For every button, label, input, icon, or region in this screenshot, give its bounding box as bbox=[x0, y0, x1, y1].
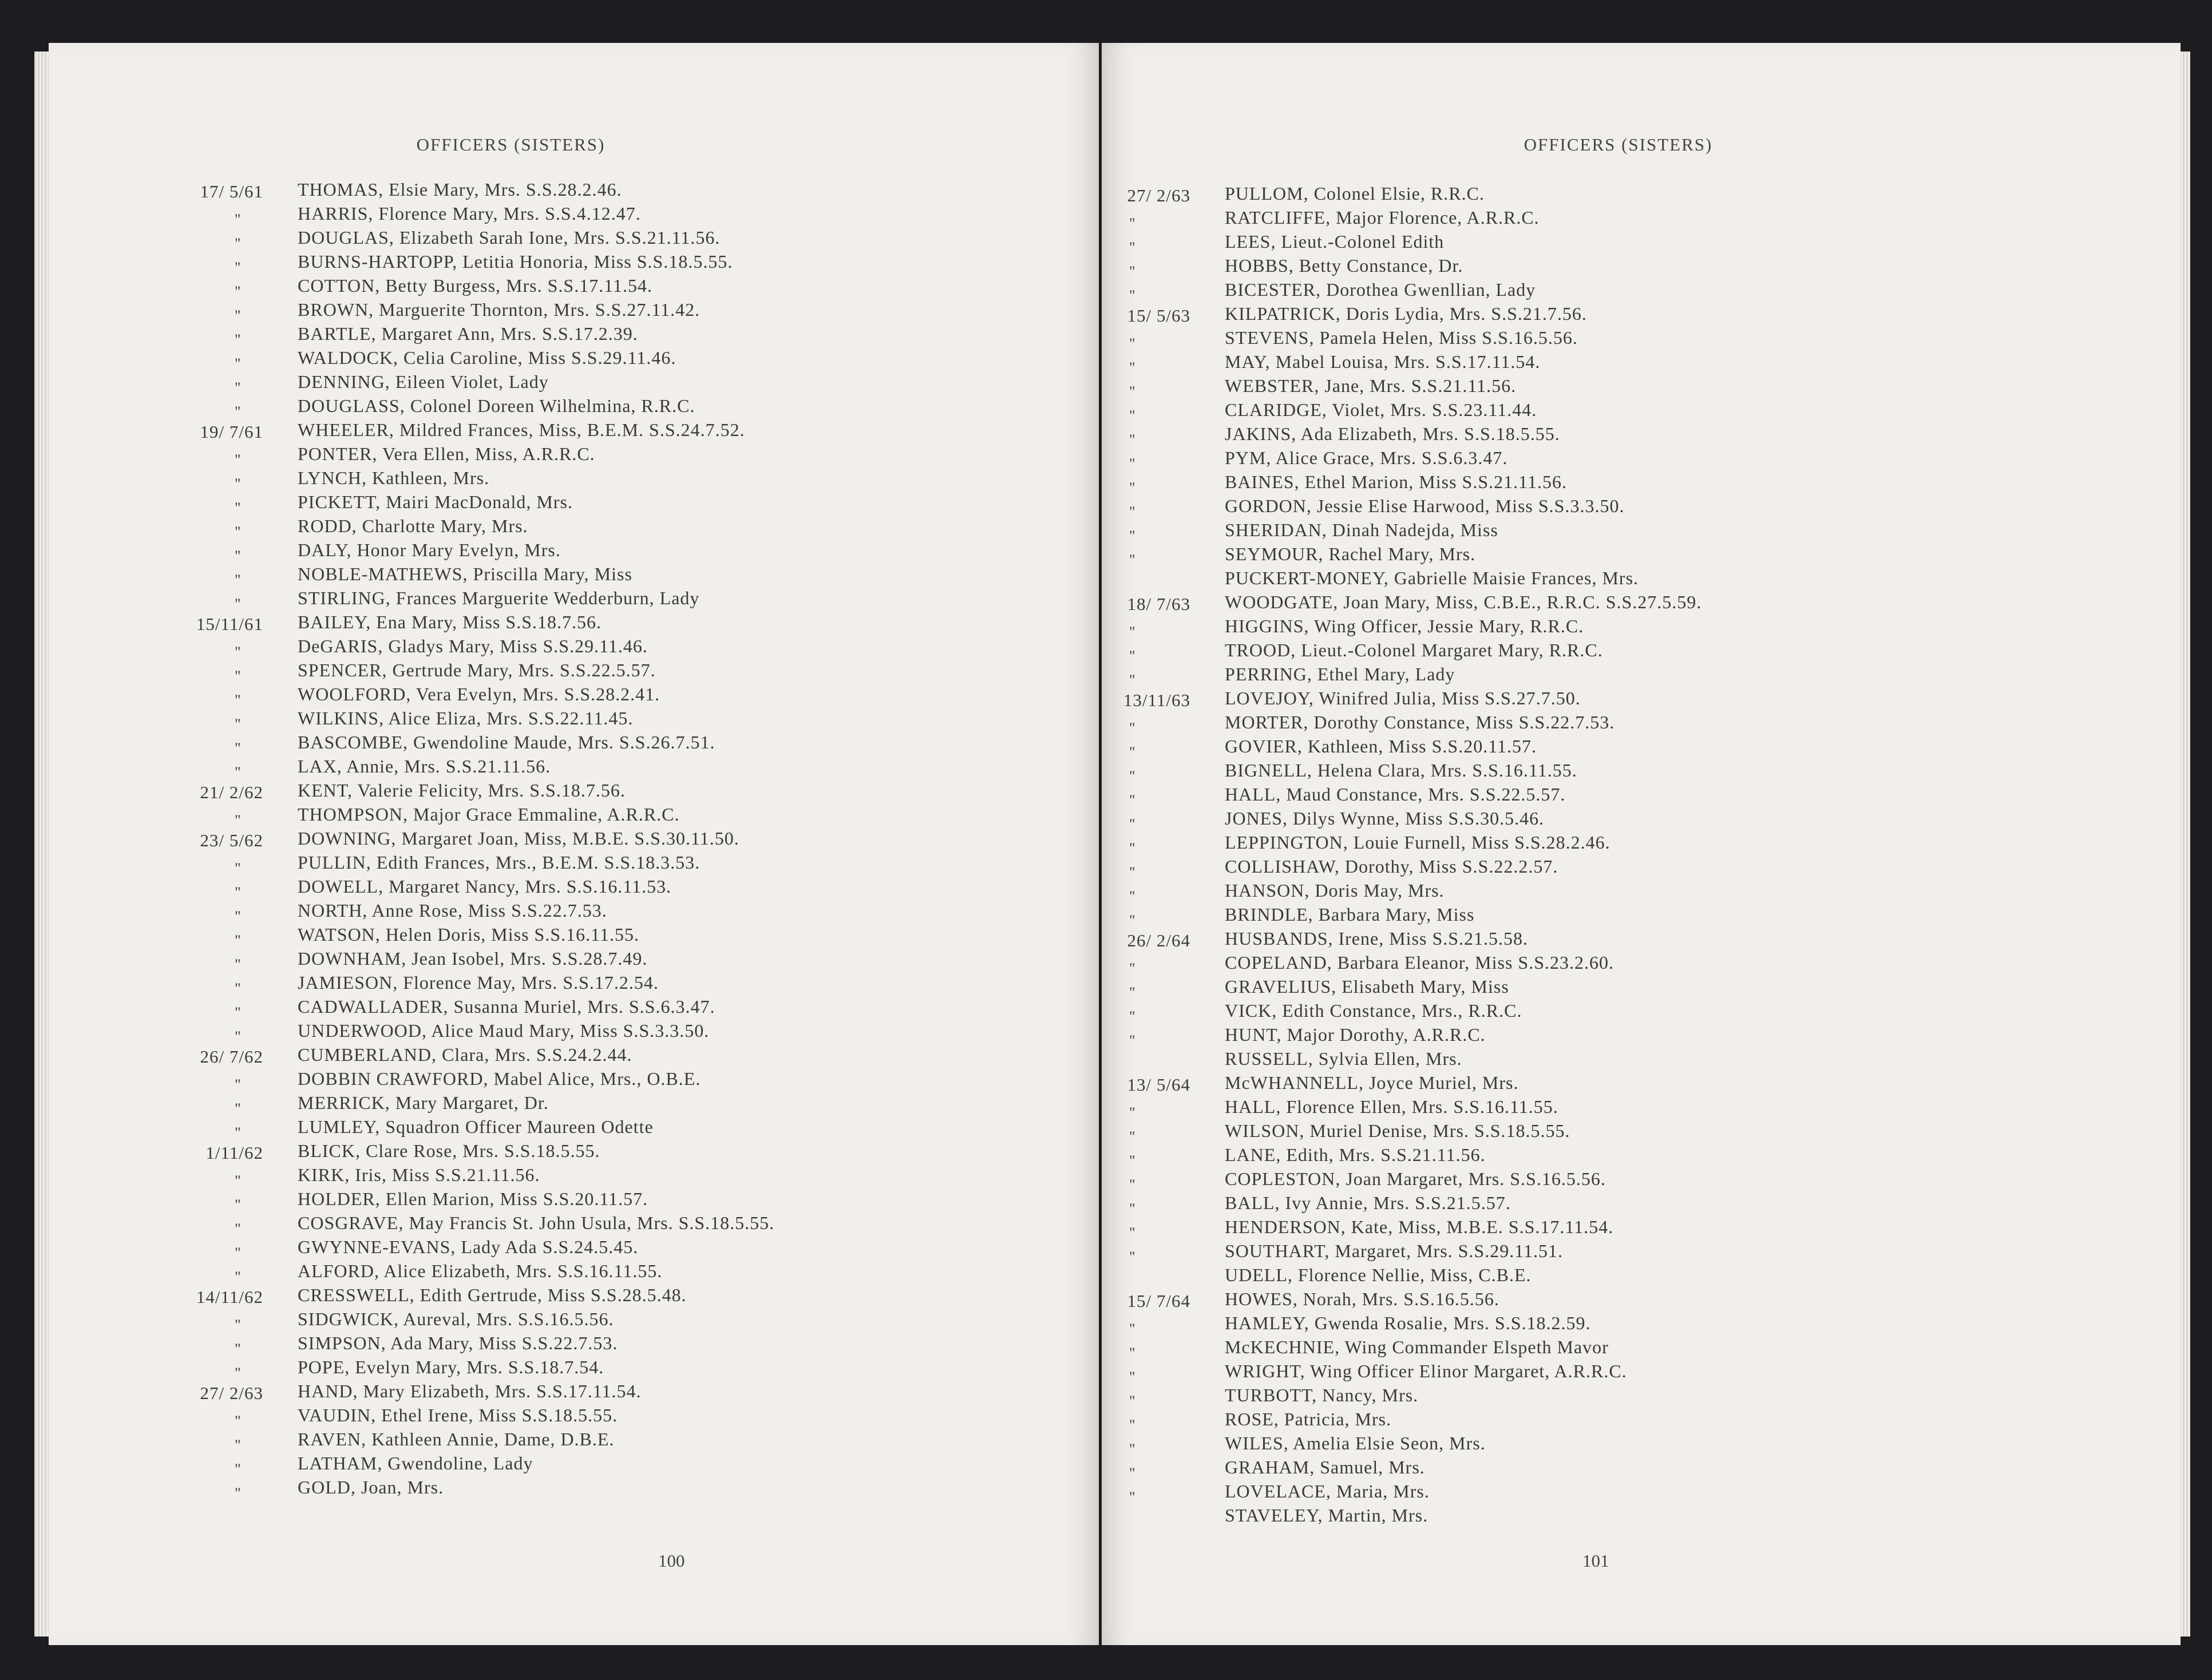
ditto-mark: " bbox=[1129, 1321, 1136, 1337]
entry-text: THOMPSON, Major Grace Emmaline, A.R.R.C. bbox=[298, 804, 680, 825]
entry-text: WILES, Amelia Elsie Seon, Mrs. bbox=[1225, 1433, 1486, 1453]
ditto-mark: " bbox=[235, 235, 242, 252]
ditto-mark: " bbox=[1129, 1176, 1136, 1193]
ditto-mark: " bbox=[1129, 504, 1136, 520]
entry-text: HOLDER, Ellen Marion, Miss S.S.20.11.57. bbox=[298, 1188, 648, 1209]
ditto-mark: " bbox=[235, 1221, 242, 1237]
entry-text: PULLIN, Edith Frances, Mrs., B.E.M. S.S.18.3.53. bbox=[298, 852, 701, 873]
entry-text: COSGRAVE, May Francis St. John Usula, Mrs. S.S.18.5.55. bbox=[298, 1213, 775, 1233]
entry-text: KENT, Valerie Felicity, Mrs. S.S.18.7.56. bbox=[298, 780, 626, 801]
entry-text: HOBBS, Betty Constance, Dr. bbox=[1225, 255, 1463, 276]
entry-text: RUSSELL, Sylvia Ellen, Mrs. bbox=[1225, 1048, 1462, 1069]
entry-date: 27/ 2/63 bbox=[200, 1383, 263, 1403]
ditto-mark: " bbox=[235, 1076, 242, 1093]
entry-text: COPLESTON, Joan Margaret, Mrs. S.S.16.5.56. bbox=[1225, 1168, 1606, 1189]
ditto-mark: " bbox=[235, 355, 242, 372]
entry-text: HALL, Florence Ellen, Mrs. S.S.16.11.55. bbox=[1225, 1096, 1558, 1117]
entry-text: GOLD, Joan, Mrs. bbox=[298, 1477, 444, 1497]
ditto-mark: " bbox=[1129, 1128, 1136, 1145]
entry-text: LEPPINGTON, Louie Furnell, Miss S.S.28.2.46. bbox=[1225, 832, 1610, 853]
entry-text: JAMIESON, Florence May, Mrs. S.S.17.2.54. bbox=[298, 972, 659, 993]
entry-text: RAVEN, Kathleen Annie, Dame, D.B.E. bbox=[298, 1429, 615, 1449]
left-page bbox=[49, 43, 1099, 1645]
entry-text: TURBOTT, Nancy, Mrs. bbox=[1225, 1385, 1419, 1405]
ditto-mark: " bbox=[1129, 768, 1136, 784]
entry-text: DOWELL, Margaret Nancy, Mrs. S.S.16.11.53. bbox=[298, 876, 672, 897]
entry-text: HALL, Maud Constance, Mrs. S.S.22.5.57. bbox=[1225, 784, 1566, 805]
entry-text: DOUGLAS, Elizabeth Sarah Ione, Mrs. S.S.21.11.56. bbox=[298, 227, 721, 248]
entry-text: NOBLE-MATHEWS, Priscilla Mary, Miss bbox=[298, 564, 632, 584]
ditto-mark: " bbox=[1129, 431, 1136, 448]
ditto-mark: " bbox=[235, 596, 242, 612]
entry-text: WEBSTER, Jane, Mrs. S.S.21.11.56. bbox=[1225, 375, 1517, 396]
entry-text: VICK, Edith Constance, Mrs., R.R.C. bbox=[1225, 1000, 1522, 1021]
entry-text: BRINDLE, Barbara Mary, Miss bbox=[1225, 904, 1475, 925]
entry-text: LYNCH, Kathleen, Mrs. bbox=[298, 467, 490, 488]
ditto-mark: " bbox=[1129, 552, 1136, 568]
entry-text: GORDON, Jessie Elise Harwood, Miss S.S.3.3.50. bbox=[1225, 496, 1625, 516]
ditto-mark: " bbox=[1129, 1393, 1136, 1409]
entry-text: DALY, Honor Mary Evelyn, Mrs. bbox=[298, 540, 561, 560]
ditto-mark: " bbox=[1129, 407, 1136, 424]
ditto-mark: " bbox=[235, 500, 242, 516]
entry-date: 15/ 5/63 bbox=[1127, 306, 1190, 326]
entry-date: 13/ 5/64 bbox=[1127, 1075, 1190, 1095]
entry-text: COLLISHAW, Dorothy, Miss S.S.22.2.57. bbox=[1225, 856, 1558, 877]
entry-text: GRAVELIUS, Elisabeth Mary, Miss bbox=[1225, 976, 1509, 997]
entry-text: BARTLE, Margaret Ann, Mrs. S.S.17.2.39. bbox=[298, 323, 638, 344]
entry-text: WATSON, Helen Doris, Miss S.S.16.11.55. bbox=[298, 924, 639, 945]
entry-text: PUCKERT-MONEY, Gabrielle Maisie Frances, Mrs. bbox=[1225, 568, 1639, 588]
entry-text: POPE, Evelyn Mary, Mrs. S.S.18.7.54. bbox=[298, 1357, 604, 1377]
page-header: OFFICERS (SISTERS) bbox=[1524, 134, 1713, 154]
entry-text: HENDERSON, Kate, Miss, M.B.E. S.S.17.11.54. bbox=[1225, 1217, 1614, 1237]
ditto-mark: " bbox=[1129, 912, 1136, 929]
entry-text: LANE, Edith, Mrs. S.S.21.11.56. bbox=[1225, 1144, 1486, 1165]
entry-text: CUMBERLAND, Clara, Mrs. S.S.24.2.44. bbox=[298, 1044, 632, 1065]
entry-text: WALDOCK, Celia Caroline, Miss S.S.29.11.46. bbox=[298, 347, 676, 368]
entry-text: ROSE, Patricia, Mrs. bbox=[1225, 1409, 1392, 1429]
ditto-mark: " bbox=[235, 980, 242, 997]
ditto-mark: " bbox=[1129, 960, 1136, 977]
entry-text: LUMLEY, Squadron Officer Maureen Odette bbox=[298, 1116, 654, 1137]
entry-text: DENNING, Eileen Violet, Lady bbox=[298, 371, 549, 392]
ditto-mark: " bbox=[235, 1461, 242, 1477]
ditto-mark: " bbox=[1129, 1369, 1136, 1385]
entry-text: UDELL, Florence Nellie, Miss, C.B.E. bbox=[1225, 1265, 1532, 1285]
entry-text: LOVEJOY, Winifred Julia, Miss S.S.27.7.50. bbox=[1225, 688, 1581, 708]
ditto-mark: " bbox=[1129, 239, 1136, 256]
entry-text: COTTON, Betty Burgess, Mrs. S.S.17.11.54. bbox=[298, 275, 653, 296]
entry-text: STIRLING, Frances Marguerite Wedderburn, Lady bbox=[298, 588, 700, 608]
ditto-mark: " bbox=[235, 1124, 242, 1141]
entry-text: HOWES, Norah, Mrs. S.S.16.5.56. bbox=[1225, 1289, 1499, 1309]
entry-text: SIMPSON, Ada Mary, Miss S.S.22.7.53. bbox=[298, 1333, 618, 1353]
ditto-mark: " bbox=[1129, 792, 1136, 809]
ditto-mark: " bbox=[235, 908, 242, 925]
entry-text: WRIGHT, Wing Officer Elinor Margaret, A.R.R.C. bbox=[1225, 1361, 1627, 1381]
entry-text: BROWN, Marguerite Thornton, Mrs. S.S.27.11.42. bbox=[298, 299, 701, 320]
ditto-mark: " bbox=[1129, 1465, 1136, 1481]
ditto-mark: " bbox=[1129, 1249, 1136, 1265]
ditto-mark: " bbox=[1129, 624, 1136, 640]
ditto-mark: " bbox=[1129, 648, 1136, 664]
entry-text: PULLOM, Colonel Elsie, R.R.C. bbox=[1225, 183, 1485, 204]
right-page bbox=[1102, 43, 2181, 1645]
entry-text: HIGGINS, Wing Officer, Jessie Mary, R.R.C. bbox=[1225, 616, 1584, 636]
entry-text: CRESSWELL, Edith Gertrude, Miss S.S.28.5.48. bbox=[298, 1285, 687, 1305]
entry-text: GRAHAM, Samuel, Mrs. bbox=[1225, 1457, 1425, 1477]
entry-date: 18/ 7/63 bbox=[1127, 594, 1190, 614]
entry-text: PICKETT, Mairi MacDonald, Mrs. bbox=[298, 492, 573, 512]
entry-text: BALL, Ivy Annie, Mrs. S.S.21.5.57. bbox=[1225, 1192, 1511, 1213]
entry-text: MORTER, Dorothy Constance, Miss S.S.22.7.53. bbox=[1225, 712, 1615, 732]
ditto-mark: " bbox=[235, 307, 242, 324]
ditto-mark: " bbox=[235, 1028, 242, 1045]
entry-text: BURNS-HARTOPP, Letitia Honoria, Miss S.S.18.5.55. bbox=[298, 251, 733, 272]
entry-text: DOWNING, Margaret Joan, Miss, M.B.E. S.S.30.11.50. bbox=[298, 828, 739, 849]
entry-text: THOMAS, Elsie Mary, Mrs. S.S.28.2.46. bbox=[298, 179, 622, 200]
ditto-mark: " bbox=[235, 764, 242, 780]
entry-text: BAINES, Ethel Marion, Miss S.S.21.11.56. bbox=[1225, 471, 1567, 492]
entry-text: DeGARIS, Gladys Mary, Miss S.S.29.11.46. bbox=[298, 636, 648, 656]
entry-text: RATCLIFFE, Major Florence, A.R.R.C. bbox=[1225, 207, 1540, 228]
ditto-mark: " bbox=[1129, 1008, 1136, 1025]
ditto-mark: " bbox=[235, 331, 242, 348]
entry-text: STAVELEY, Martin, Mrs. bbox=[1225, 1505, 1428, 1526]
ditto-mark: " bbox=[235, 1485, 242, 1501]
entry-text: DOBBIN CRAWFORD, Mabel Alice, Mrs., O.B.E. bbox=[298, 1068, 701, 1089]
entry-text: CLARIDGE, Violet, Mrs. S.S.23.11.44. bbox=[1225, 399, 1537, 420]
entry-text: WILSON, Muriel Denise, Mrs. S.S.18.5.55. bbox=[1225, 1120, 1570, 1141]
ditto-mark: " bbox=[1129, 984, 1136, 1001]
ditto-mark: " bbox=[235, 1317, 242, 1333]
entry-text: HUNT, Major Dorothy, A.R.R.C. bbox=[1225, 1024, 1486, 1045]
ditto-mark: " bbox=[1129, 816, 1136, 833]
ditto-mark: " bbox=[1129, 287, 1136, 304]
ditto-mark: " bbox=[1129, 1489, 1136, 1505]
ditto-mark: " bbox=[1129, 1441, 1136, 1457]
ditto-mark: " bbox=[1129, 1417, 1136, 1433]
ditto-mark: " bbox=[1129, 480, 1136, 496]
entry-text: JAKINS, Ada Elizabeth, Mrs. S.S.18.5.55. bbox=[1225, 423, 1560, 444]
ditto-mark: " bbox=[235, 572, 242, 588]
ditto-mark: " bbox=[1129, 888, 1136, 905]
entry-text: BASCOMBE, Gwendoline Maude, Mrs. S.S.26.7.51. bbox=[298, 732, 715, 752]
entry-date: 27/ 2/63 bbox=[1127, 185, 1190, 205]
entry-date: 19/ 7/61 bbox=[200, 422, 263, 442]
entry-text: LEES, Lieut.-Colonel Edith bbox=[1225, 231, 1445, 252]
entry-text: PERRING, Ethel Mary, Lady bbox=[1225, 664, 1455, 684]
ditto-mark: " bbox=[235, 716, 242, 732]
ditto-mark: " bbox=[1129, 455, 1136, 472]
entry-text: HAND, Mary Elizabeth, Mrs. S.S.17.11.54. bbox=[298, 1381, 642, 1401]
entry-text: HARRIS, Florence Mary, Mrs. S.S.4.12.47. bbox=[298, 203, 641, 224]
ditto-mark: " bbox=[1129, 864, 1136, 881]
entry-text: BIGNELL, Helena Clara, Mrs. S.S.16.11.55. bbox=[1225, 760, 1577, 780]
entry-text: HANSON, Doris May, Mrs. bbox=[1225, 880, 1445, 901]
ditto-mark: " bbox=[1129, 215, 1136, 232]
entry-text: STEVENS, Pamela Helen, Miss S.S.16.5.56. bbox=[1225, 327, 1578, 348]
ditto-mark: " bbox=[235, 283, 242, 300]
entry-text: MERRICK, Mary Margaret, Dr. bbox=[298, 1092, 549, 1113]
ditto-mark: " bbox=[1129, 1200, 1136, 1217]
ditto-mark: " bbox=[1129, 1104, 1136, 1121]
entry-text: GWYNNE-EVANS, Lady Ada S.S.24.5.45. bbox=[298, 1237, 639, 1257]
entry-text: CADWALLADER, Susanna Muriel, Mrs. S.S.6.3.47. bbox=[298, 996, 715, 1017]
ditto-mark: " bbox=[235, 932, 242, 949]
entry-date: 23/ 5/62 bbox=[200, 830, 263, 850]
entry-text: LOVELACE, Maria, Mrs. bbox=[1225, 1481, 1430, 1501]
entry-text: HUSBANDS, Irene, Miss S.S.21.5.58. bbox=[1225, 928, 1529, 949]
entry-text: ALFORD, Alice Elizabeth, Mrs. S.S.16.11.55. bbox=[298, 1261, 663, 1281]
entry-text: UNDERWOOD, Alice Maud Mary, Miss S.S.3.3.50. bbox=[298, 1020, 710, 1041]
entry-text: WHEELER, Mildred Frances, Miss, B.E.M. S.S.24.7.52. bbox=[298, 419, 745, 440]
ditto-mark: " bbox=[235, 1004, 242, 1021]
entry-text: SHERIDAN, Dinah Nadejda, Miss bbox=[1225, 520, 1498, 540]
entry-text: BAILEY, Ena Mary, Miss S.S.18.7.56. bbox=[298, 612, 602, 632]
ditto-mark: " bbox=[235, 956, 242, 973]
ditto-mark: " bbox=[235, 1269, 242, 1285]
ditto-mark: " bbox=[235, 812, 242, 829]
ditto-mark: " bbox=[235, 692, 242, 708]
ditto-mark: " bbox=[235, 451, 242, 468]
ditto-mark: " bbox=[1129, 1032, 1136, 1049]
ditto-mark: " bbox=[235, 1245, 242, 1261]
entry-text: DOWNHAM, Jean Isobel, Mrs. S.S.28.7.49. bbox=[298, 948, 648, 969]
entry-text: KIRK, Iris, Miss S.S.21.11.56. bbox=[298, 1164, 540, 1185]
entry-text: KILPATRICK, Doris Lydia, Mrs. S.S.21.7.56. bbox=[1225, 303, 1587, 324]
ditto-mark: " bbox=[235, 259, 242, 276]
entry-text: WOOLFORD, Vera Evelyn, Mrs. S.S.28.2.41. bbox=[298, 684, 660, 704]
ditto-mark: " bbox=[235, 403, 242, 420]
page-number: 101 bbox=[1582, 1551, 1609, 1571]
ditto-mark: " bbox=[235, 1196, 242, 1213]
ditto-mark: " bbox=[235, 524, 242, 540]
ditto-mark: " bbox=[1129, 528, 1136, 544]
entry-text: SEYMOUR, Rachel Mary, Mrs. bbox=[1225, 544, 1476, 564]
entry-text: COPELAND, Barbara Eleanor, Miss S.S.23.2.60. bbox=[1225, 952, 1614, 973]
page-header: OFFICERS (SISTERS) bbox=[416, 134, 606, 154]
ditto-mark: " bbox=[235, 1413, 242, 1429]
ditto-mark: " bbox=[235, 860, 242, 877]
entry-text: SPENCER, Gertrude Mary, Mrs. S.S.22.5.57. bbox=[298, 660, 656, 680]
entry-text: GOVIER, Kathleen, Miss S.S.20.11.57. bbox=[1225, 736, 1537, 756]
ditto-mark: " bbox=[1129, 744, 1136, 760]
entry-text: SOUTHART, Margaret, Mrs. S.S.29.11.51. bbox=[1225, 1241, 1564, 1261]
entry-text: LATHAM, Gwendoline, Lady bbox=[298, 1453, 533, 1473]
ditto-mark: " bbox=[235, 1172, 242, 1189]
entry-date: 21/ 2/62 bbox=[200, 782, 263, 802]
ditto-mark: " bbox=[1129, 335, 1136, 352]
entry-text: DOUGLASS, Colonel Doreen Wilhelmina, R.R.C. bbox=[298, 395, 695, 416]
ditto-mark: " bbox=[1129, 840, 1136, 857]
ditto-mark: " bbox=[235, 1437, 242, 1453]
entry-text: JONES, Dilys Wynne, Miss S.S.30.5.46. bbox=[1225, 808, 1545, 829]
entry-date: 17/ 5/61 bbox=[200, 181, 263, 201]
ditto-mark: " bbox=[235, 476, 242, 492]
entry-text: RODD, Charlotte Mary, Mrs. bbox=[298, 516, 528, 536]
entry-text: LAX, Annie, Mrs. S.S.21.11.56. bbox=[298, 756, 551, 776]
entry-text: PONTER, Vera Ellen, Miss, A.R.R.C. bbox=[298, 443, 595, 464]
entry-date: 15/11/61 bbox=[196, 614, 263, 634]
ditto-mark: " bbox=[235, 1365, 242, 1381]
entry-text: VAUDIN, Ethel Irene, Miss S.S.18.5.55. bbox=[298, 1405, 618, 1425]
entry-date: 15/ 7/64 bbox=[1127, 1291, 1190, 1311]
ditto-mark: " bbox=[235, 211, 242, 228]
ditto-mark: " bbox=[235, 644, 242, 660]
entry-text: SIDGWICK, Aureval, Mrs. S.S.16.5.56. bbox=[298, 1309, 614, 1329]
ditto-mark: " bbox=[235, 1341, 242, 1357]
page-number: 100 bbox=[658, 1551, 685, 1571]
ditto-mark: " bbox=[235, 884, 242, 901]
entry-text: WILKINS, Alice Eliza, Mrs. S.S.22.11.45. bbox=[298, 708, 634, 728]
entry-text: MAY, Mabel Louisa, Mrs. S.S.17.11.54. bbox=[1225, 351, 1541, 372]
ditto-mark: " bbox=[1129, 1225, 1136, 1241]
entry-text: NORTH, Anne Rose, Miss S.S.22.7.53. bbox=[298, 900, 607, 921]
ditto-mark: " bbox=[235, 668, 242, 684]
ditto-mark: " bbox=[1129, 263, 1136, 280]
entry-text: BICESTER, Dorothea Gwenllian, Lady bbox=[1225, 279, 1536, 300]
entry-date: 26/ 7/62 bbox=[200, 1047, 263, 1067]
ditto-mark: " bbox=[235, 548, 242, 564]
entry-date: 14/11/62 bbox=[196, 1287, 263, 1307]
ditto-mark: " bbox=[235, 379, 242, 396]
entry-text: WOODGATE, Joan Mary, Miss, C.B.E., R.R.C. S.S.27.5.59. bbox=[1225, 592, 1702, 612]
entry-date: 1/11/62 bbox=[205, 1143, 263, 1163]
entry-date: 13/11/63 bbox=[1123, 690, 1190, 710]
ditto-mark: " bbox=[235, 1100, 242, 1117]
entry-text: TROOD, Lieut.-Colonel Margaret Mary, R.R.C. bbox=[1225, 640, 1603, 660]
ditto-mark: " bbox=[235, 740, 242, 756]
entry-text: HAMLEY, Gwenda Rosalie, Mrs. S.S.18.2.59. bbox=[1225, 1313, 1591, 1333]
entry-text: McWHANNELL, Joyce Muriel, Mrs. bbox=[1225, 1072, 1519, 1093]
ditto-mark: " bbox=[1129, 383, 1136, 400]
entry-date: 26/ 2/64 bbox=[1127, 930, 1190, 950]
entry-text: BLICK, Clare Rose, Mrs. S.S.18.5.55. bbox=[298, 1140, 600, 1161]
ditto-mark: " bbox=[1129, 720, 1136, 736]
ditto-mark: " bbox=[1129, 359, 1136, 376]
ditto-mark: " bbox=[1129, 1152, 1136, 1169]
entry-text: McKECHNIE, Wing Commander Elspeth Mavor bbox=[1225, 1337, 1609, 1357]
entry-text: PYM, Alice Grace, Mrs. S.S.6.3.47. bbox=[1225, 447, 1508, 468]
ditto-mark: " bbox=[1129, 672, 1136, 688]
ditto-mark: " bbox=[1129, 1345, 1136, 1361]
